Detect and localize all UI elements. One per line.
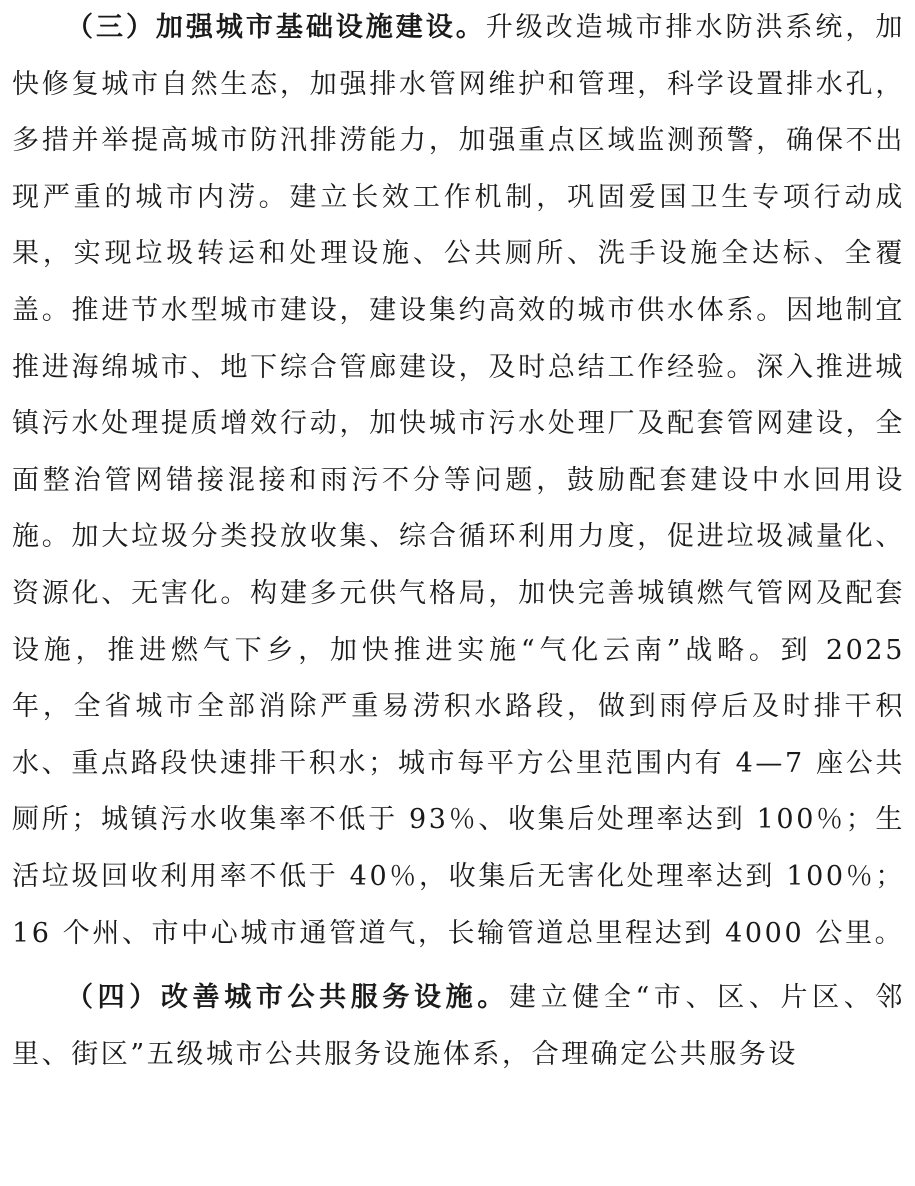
section-heading-3: （三）加强城市基础设施建设。 — [66, 12, 486, 43]
paragraph-body-4: 建立健全“市、区、片区、邻里、街区”五级城市公共服务设施体系，合理确定公共服务设 — [12, 982, 905, 1070]
section-heading-4: （四）改善城市公共服务设施。 — [66, 982, 509, 1014]
paragraph-body-3: 升级改造城市排水防洪系统，加快修复城市自然生态，加强排水管网维护和管理，科学设置排水孔，多措并举提高城市防汛排涝能力，加强重点区域监测预警，确保不出现严重的城市内涝。建立长效工作机制，巩固爱国卫生专项行动成果，实现垃圾转运和处理设施、公共厕所、洗手设施全达标、全覆盖。推进节水型城市建设，建设集约高效的城市供水体系。因地制宜推进海绵城市、地下综合管廊建设，及时总结工作经验。深入推进城镇污水处理提质增效行动，加快城市污水处理厂及配套管网建设，全面整治管网错接混接和雨污不分等问题，鼓励配套建设中水回用设施。加大垃圾分类投放收集、综合循环利用力度，促进垃圾减量化、资源化、无害化。构建多元供气格局，加快完善城镇燃气管网及配套设施，推进燃气下乡，加快推进实施“气化云南”战略。到 2025 年，全省城市全部消除严重易涝积水路段，做到雨停后及时排干积水、重点路段快速排干积水；城市每平方公里范围内有 4—7 座公共厕所；城镇污水收集率不低于 93％、收集后处理率达到 100％；生活垃圾回收利用率不低于 40％，收集后无害化处理率达到 100％；16 个州、市中心城市通管道气，长输管道总里程达到 4000 公里。 — [12, 12, 905, 949]
paragraph-public-services — [12, 970, 905, 1083]
document-page — [12, 0, 905, 1083]
paragraph-infrastructure — [12, 0, 905, 962]
